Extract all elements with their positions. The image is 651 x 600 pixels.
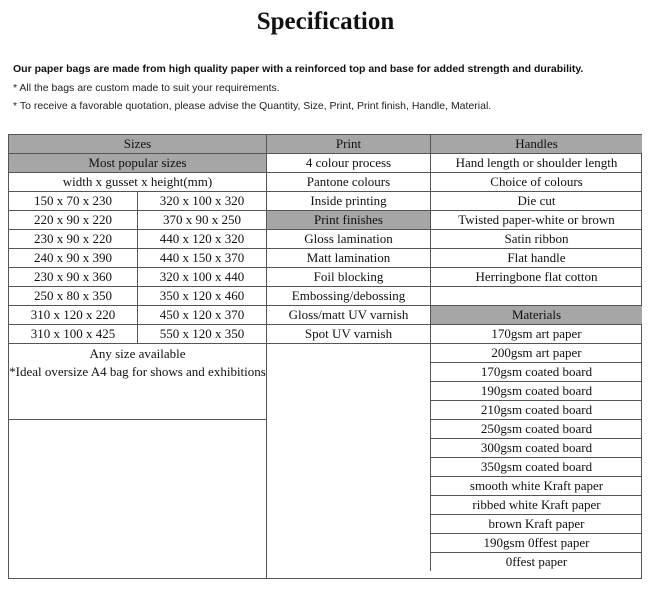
print-finish-item: Gloss/matt UV varnish [266,305,430,324]
handle-item: Hand length or shoulder length [430,153,642,172]
size-cell: 150 x 70 x 230 [8,191,137,210]
material-item: 210gsm coated board [430,400,642,419]
print-finishes-header: Print finishes [266,210,430,229]
size-cell: 230 x 90 x 360 [8,267,137,286]
print-empty-area [266,343,430,579]
note-custom: * All the bags are custom made to suit your requirements. [13,82,280,94]
material-item: 170gsm art paper [430,324,642,343]
intro-text: Our paper bags are made from high quality paper with a reinforced top and base for added strength and durability. [13,63,584,75]
print-item: Pantone colours [266,172,430,191]
material-item: ribbed white Kraft paper [430,495,642,514]
note-quotation: * To receive a favorable quotation, please advise the Quantity, Size, Print, Print finish, Handle, Material. [13,100,492,112]
print-item: 4 colour process [266,153,430,172]
material-item: 0ffest paper [430,552,642,571]
handle-item: Twisted paper-white or brown [430,210,642,229]
sizes-empty-area [8,419,266,579]
sizes-format-label: width x gusset x height(mm) [8,172,266,191]
sizes-subheader: Most popular sizes [8,153,266,172]
material-item: smooth white Kraft paper [430,476,642,495]
size-cell: 350 x 120 x 460 [137,286,266,305]
size-cell: 440 x 150 x 370 [137,248,266,267]
material-item: 190gsm coated board [430,381,642,400]
handles-empty-row [430,286,642,305]
material-item: brown Kraft paper [430,514,642,533]
handles-header: Handles [430,134,642,153]
print-finish-item: Matt lamination [266,248,430,267]
size-cell: 220 x 90 x 220 [8,210,137,229]
material-item: 170gsm coated board [430,362,642,381]
material-item: 350gsm coated board [430,457,642,476]
print-finish-item: Embossing/debossing [266,286,430,305]
handle-item: Satin ribbon [430,229,642,248]
size-cell: 320 x 100 x 320 [137,191,266,210]
handle-item: Flat handle [430,248,642,267]
print-finish-item: Spot UV varnish [266,324,430,343]
size-cell: 370 x 90 x 250 [137,210,266,229]
handle-item: Choice of colours [430,172,642,191]
print-finish-item: Foil blocking [266,267,430,286]
print-header: Print [266,134,430,153]
print-item: Inside printing [266,191,430,210]
material-item: 300gsm coated board [430,438,642,457]
size-cell: 250 x 80 x 350 [8,286,137,305]
size-cell: 240 x 90 x 390 [8,248,137,267]
size-cell: 550 x 120 x 350 [137,324,266,343]
specification-table [8,134,642,579]
sizes-header: Sizes [8,134,266,153]
print-finish-item: Gloss lamination [266,229,430,248]
material-item: 250gsm coated board [430,419,642,438]
sizes-footer-note: Any size available *Ideal oversize A4 bag for shows and exhibitions [8,343,266,419]
handle-item: Die cut [430,191,642,210]
size-cell: 320 x 100 x 440 [137,267,266,286]
page-title: Specification [256,8,395,35]
handle-item: Herringbone flat cotton [430,267,642,286]
size-cell: 230 x 90 x 220 [8,229,137,248]
materials-header: Materials [430,305,642,324]
size-cell: 440 x 120 x 320 [137,229,266,248]
size-cell: 450 x 120 x 370 [137,305,266,324]
material-item: 190gsm 0ffest paper [430,533,642,552]
size-cell: 310 x 100 x 425 [8,324,137,343]
material-item: 200gsm art paper [430,343,642,362]
size-cell: 310 x 120 x 220 [8,305,137,324]
